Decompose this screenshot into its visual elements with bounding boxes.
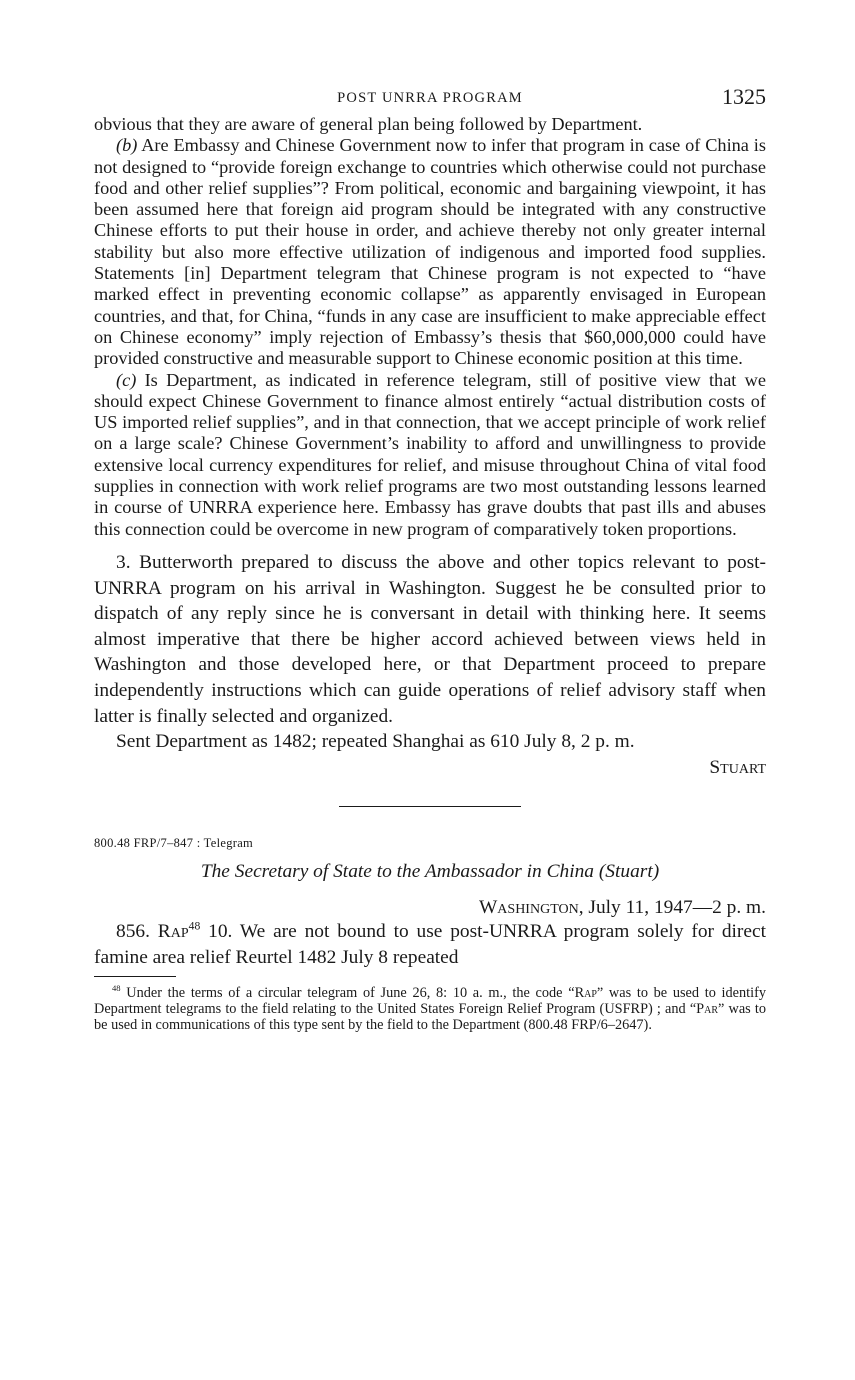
file-reference: 800.48 FRP/7–847 : Telegram [94, 836, 254, 851]
point-b-text: Are Embassy and Chinese Government now to infer that program in case of China is not designed to “provide foreign exchange to countries which otherwise could not purchase food and other relief supplies”? From political, economic and bargaining viewpoint, it has been assumed here that foreign aid program should be integrated with any constructive Chinese efforts to put their house in order, and achieve thereby not only greater internal stability but also more effective utilization of indigenous and imported food supplies. Statements [in] Department telegram that Chinese program is not expected to “have marked effect in preventing economic collapse” as apparently envisaged in European countries, and that, for China, “funds in any case are insufficient to make appreciable effect on Chinese economy” imply rejection of Embassy’s thesis that $60,000,000 could have provided constructive and measurable support to Chinese economic position at this time. [94, 135, 766, 369]
continuation-paragraph: obvious that they are aware of general plan being followed by Department. [94, 114, 643, 134]
footnote-code-par: Par [696, 1001, 719, 1018]
point-c-paragraph [94, 370, 766, 540]
footnote-text-3: ” was to be used in communications of this type sent by the field to the Department (800.48 FRP/6–2647). [94, 1001, 766, 1033]
running-title: POST UNRRA PROGRAM [337, 90, 523, 106]
section-divider [339, 806, 521, 807]
footnote-reference: 48 [188, 919, 201, 933]
message-code: Rap [157, 921, 189, 943]
running-header [94, 84, 766, 114]
dateline [94, 897, 766, 919]
document-title: The Secretary of State to the Ambassador in China (Stuart) [200, 861, 660, 883]
footnote [94, 983, 767, 1033]
point-b-paragraph [94, 135, 766, 369]
message-text: 10. We are not bound to use post-UNRRA program solely for direct famine area relief Reurtel 1482 July 8 repeated [94, 921, 766, 968]
footnote-code-rap: Rap [574, 985, 597, 1002]
page-number: 1325 [722, 84, 766, 109]
section-3-paragraph: 3. Butterworth prepared to discuss the above and other topics relevant to post-UNRRA program on his arrival in Washington. Suggest he be consulted prior to dispatch of any reply since he is conversant in detail with thinking here. It seems almost imperative that there be higher accord achieved between views held in Washington and those developed here, or that Department proceed to prepare independently instructions which can guide operations of relief advisory staff when latter is finally selected and organized. [94, 551, 766, 727]
signature: Stuart [709, 756, 766, 778]
dateline-date: , July 11, 1947—2 p. m. [578, 897, 766, 919]
message-number: 856. [116, 921, 150, 943]
footnote-rule [94, 976, 176, 977]
footnote-text-2: ” was to be used to identify Department telegrams to the field relating to the United States Foreign Relief Program (USFRP) ; and “ [94, 985, 767, 1018]
point-c-text: Is Department, as indicated in reference telegram, still of positive view that we should expect Chinese Government to finance almost entirely “actual distribution costs of US imported relief supplies”, and in that connection, that we accept principle of work relief on a large scale? Chinese Government’s inability to afford and unwillingness to provide extensive local currency expenditures for relief, and misuse throughout China of vital food supplies in connection with work relief programs are two most outstanding lessons learned in course of UNRRA experience here. Embassy has grave doubts that past ills and abuses this connection could be overcome in new program of comparatively token proportions. [94, 369, 766, 539]
point-c-label: (c) [116, 369, 137, 390]
footnote-number: 48 [112, 983, 121, 994]
document-page [94, 84, 766, 1033]
point-b-label: (b) [116, 135, 138, 156]
footnote-text-1: Under the terms of a circular telegram of June 26, 8: 10 a. m., the code “ [120, 985, 575, 1002]
sent-line: Sent Department as 1482; repeated Shanghai as 610 July 8, 2 p. m. [116, 731, 635, 753]
dateline-place: Washington [479, 897, 579, 919]
message-paragraph [94, 919, 766, 970]
